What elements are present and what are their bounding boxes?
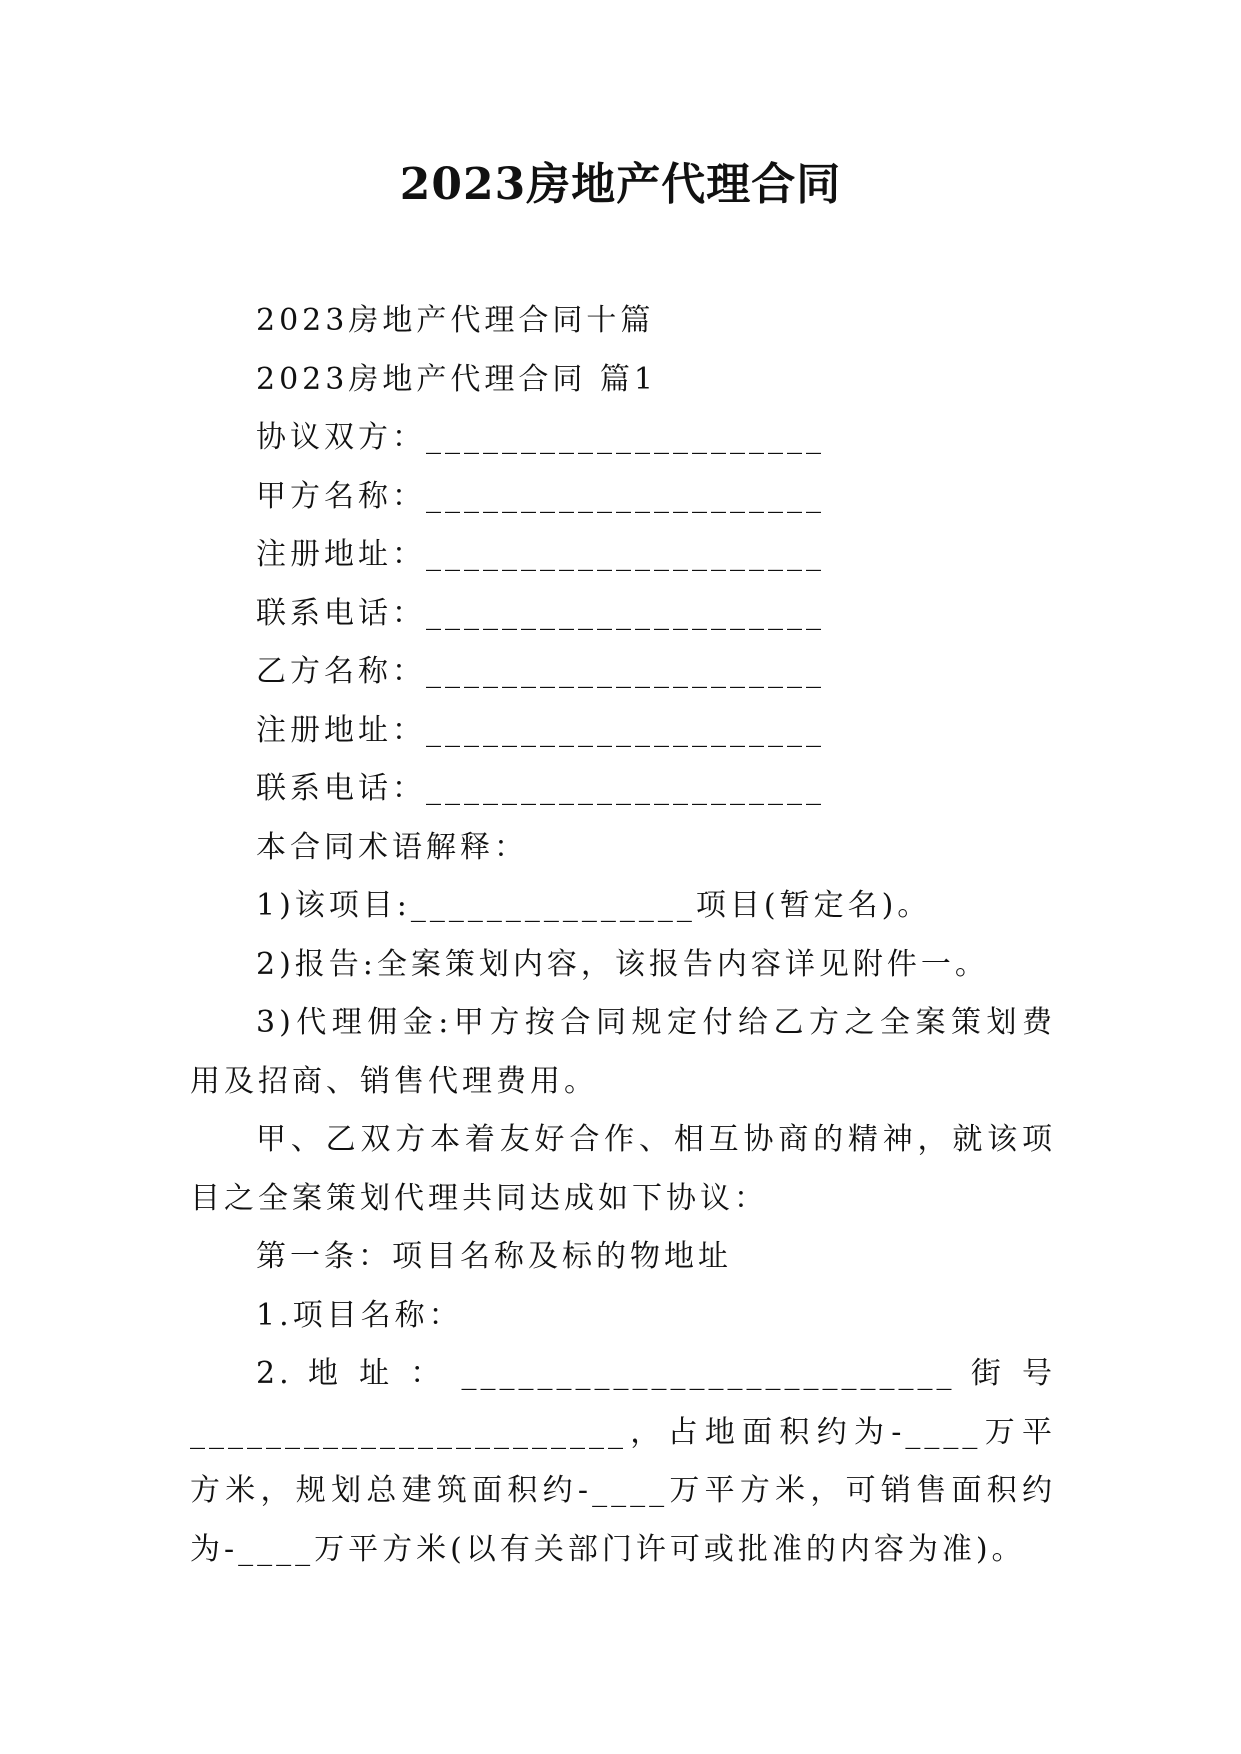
field-party-a-name: 甲方名称：_____________________ — [256, 478, 825, 514]
paragraph-article-one: 第一条：项目名称及标的物地址 — [256, 1239, 732, 1274]
field-party-b-name: 乙方名称：_____________________ — [256, 654, 825, 689]
paragraph-agreement-intro: 甲、乙双方本着友好合作、相互协商的精神，就该项目之全案策划代理共同达成如下协议： — [190, 1122, 1056, 1216]
field-parties: 协议双方：_____________________ — [256, 420, 825, 455]
field-party-a-phone: 联系电话：_____________________ — [256, 595, 825, 631]
field-party-b-address: 注册地址：_____________________ — [256, 712, 825, 748]
field-party-a-address: 注册地址：_____________________ — [256, 537, 825, 572]
paragraph-term-report: 2)报告:全案策划内容，该报告内容详见附件一。 — [256, 946, 989, 982]
document-title: 2023房地产代理合同 — [399, 159, 842, 210]
document-body — [190, 292, 1056, 1579]
paragraph-terms-heading: 本合同术语解释： — [256, 829, 528, 865]
paragraph-subtitle: 2023房地产代理合同十篇 — [256, 303, 655, 338]
paragraph-project-name: 1.项目名称： — [256, 1297, 463, 1333]
paragraph-section-heading: 2023房地产代理合同 篇1 — [256, 361, 657, 397]
paragraph-term-project: 1)该项目:_______________项目(暂定名)。 — [256, 888, 932, 923]
paragraph-address: 2. 地 址 ： __________________________ 街 号 _______________________，占地面积约为-____万平方米，规划总建筑面积约-____万平方米，可销售面积约为-____万平方米(以有关部门许可或批准的内容为准)。 — [190, 1356, 1056, 1567]
field-party-b-phone: 联系电话：_____________________ — [256, 771, 825, 806]
paragraph-term-commission: 3)代理佣金:甲方按合同规定付给乙方之全案策划费用及招商、销售代理费用。 — [190, 1005, 1056, 1099]
